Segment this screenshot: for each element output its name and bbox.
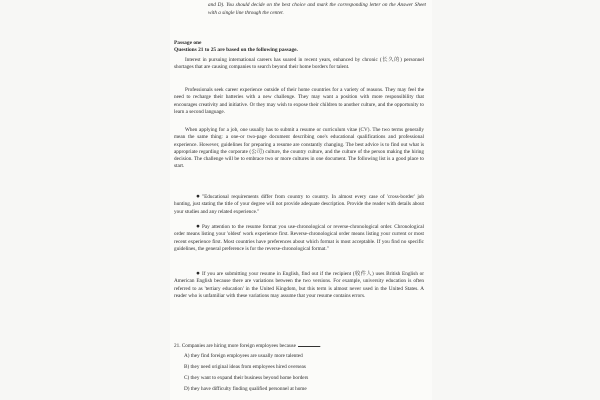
paragraph-2: Professionals seek career experience outside of their home countries for a variety of reasons. They may feel the need to recharge their batteries with a new challenge. They may want a position with more responsibility that encourages creativity and initiative. Or they may wish to expose their children to another culture, and the opportunity to learn a second language. bbox=[174, 87, 424, 115]
paragraph-3: When applying for a job, one usually has to submit a resume or curriculum vitae (CV). The two terms generally mean the same thing: a one-or two-page document describing one's educational qualifications and professional experience. However, guidelines for preparing a resume are constantly changing. The best advice is to find out what is appropriate regarding the corporate (公司) culture, the country culture, and the culture of the person making the hiring decision. The challenge will be to embrace two or more cultures in one document. The following list is a good place to start. bbox=[174, 127, 424, 170]
bullet-item-3 bbox=[174, 270, 424, 300]
answer-blank bbox=[298, 342, 320, 347]
passage-title: Passage one bbox=[174, 40, 202, 46]
option-a: A) they find foreign employees are usually more talented bbox=[184, 353, 303, 359]
bullet-item-1 bbox=[174, 193, 424, 216]
question-21 bbox=[174, 342, 424, 350]
bullet-icon: ● bbox=[196, 270, 200, 277]
bullet-item-2 bbox=[174, 223, 424, 253]
option-d: D) they have difficulty finding qualified personnel at home bbox=[184, 386, 307, 392]
questions-heading: Questions 21 to 25 are based on the following passage. bbox=[174, 47, 298, 53]
option-c: C) they want to expand their business beyond home borders bbox=[184, 375, 309, 381]
instructions-text: and D). You should decide on the best choice and mark the corresponding letter on the Answer Sheet with a single line through the center. bbox=[208, 2, 426, 16]
paragraph-1: Interest in pursuing international careers has soared in recent years, enhanced by chronic (长久的) personnel shortages that are causing companies to search beyond their home borders for talent. bbox=[174, 57, 424, 71]
exam-sheet bbox=[170, 0, 432, 400]
bullet-icon: ● bbox=[196, 223, 200, 230]
question-number: 21. bbox=[174, 343, 181, 349]
bullet-icon: ● bbox=[196, 193, 200, 200]
bullet-text: If you are submitting your resume in English, find out if the recipient (收件人) uses British English or American English because there are variations between the two versions. For example, university education is often referred to as 'tertiary education' in the United Kingdom, but this term is almost never used in the United States. A reader who is unfamiliar with these variations may assume that your resume contains errors. bbox=[174, 271, 424, 299]
bullet-text: Pay attention to the resume format you use-chronological or reverse-chronological order. Chronological order means listing your 'oldest' work experience first. Reverse-chronological order means listing your current or most recent experience first. Most countries have preferences about which format is most acceptable. If you find no specific guidelines, the general preference is for the reverse-chronological format." bbox=[174, 224, 424, 252]
question-end: . bbox=[319, 343, 322, 349]
option-b: B) they need original ideas from employees hired overseas bbox=[184, 364, 306, 370]
bullet-text: "Educational requirements differ from country to country. In almost every case of 'cross-border' job hunting, just stating the title of your degree will not provide adequate description. Provide the reader with details about your studies and any related experience." bbox=[174, 194, 424, 215]
question-stem: Companies are hiring more foreign employees because bbox=[181, 343, 296, 349]
